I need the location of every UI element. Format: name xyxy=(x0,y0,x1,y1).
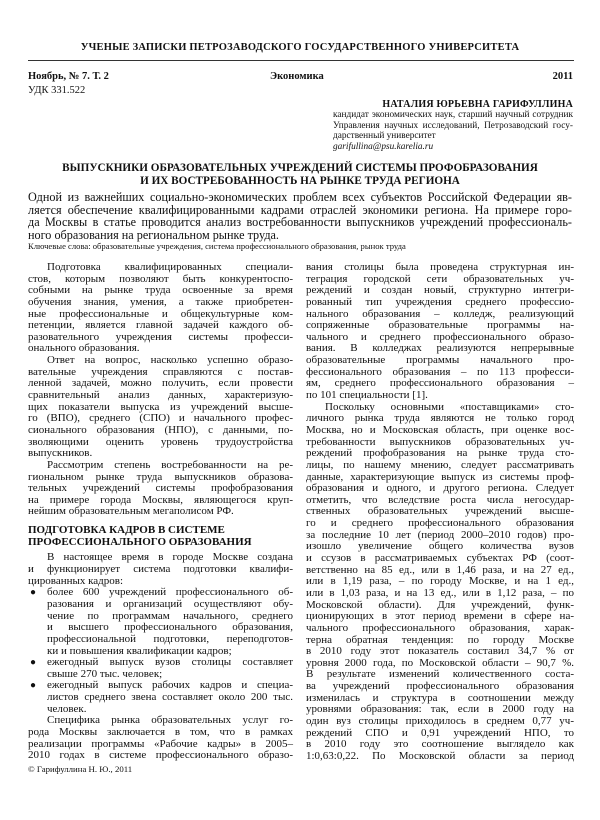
text-line: В результате изменений количественного соста- xyxy=(306,668,574,681)
bullet-item xyxy=(28,657,293,680)
text-line: ям, среднего профессионального образования – xyxy=(306,377,574,390)
text-line: чение по программам начального, среднего xyxy=(47,609,293,622)
author-email[interactable]: garifullina@psu.karelia.ru xyxy=(333,141,434,152)
text-line: Москва, но и Московская область, при оценке вос- xyxy=(306,423,574,436)
text-line: обучения знания, умения, а также приобретен- xyxy=(28,295,293,308)
text-line: Подготовка квалифицированных специали- xyxy=(47,261,293,273)
text-line: гиональном рынке труда выпускников образова- xyxy=(28,470,293,483)
text-line: чального и среднего профессионального образо- xyxy=(306,330,574,343)
text-line: уровня 2000 года, по Московской области – 90,7 %. xyxy=(306,656,574,669)
issue-year: 2011 xyxy=(552,71,573,82)
text-line: терна обратная тенденция: по городу Москве xyxy=(306,633,574,646)
text-line: В настоящее время в городе Москве создана xyxy=(47,551,293,564)
bullet-item xyxy=(28,587,293,657)
right-column xyxy=(306,262,574,763)
text-line: требованности выпускников образовательных уч- xyxy=(306,435,574,448)
text-line: Ответ на вопрос, насколько успешно образо- xyxy=(47,354,293,367)
text-line: петенции, является главной задачей каждого об- xyxy=(28,319,293,332)
text-line: Рассмотрим степень востребованности на ре- xyxy=(47,458,293,471)
heading-line: ПОДГОТОВКА КАДРОВ В СИСТЕМЕ xyxy=(28,524,225,537)
heading-line: ПРОФЕССИОНАЛЬНОГО ОБРАЗОВАНИЯ xyxy=(28,535,252,548)
text-line: за последние 10 лет (период 2000–2010 годов) про- xyxy=(306,528,574,541)
text-line: теграция городской сети образовательных уч- xyxy=(306,272,574,285)
text-line: данные, характеризующие выпуск из системы проф- xyxy=(306,470,574,483)
text-line: листов среднего звена составляет около 200 тыс. xyxy=(47,691,293,704)
text-line: разовательного учреждения системы професси- xyxy=(28,330,293,343)
text-line: профессиональной подготовки, переподготов- xyxy=(47,632,293,645)
text-line: или в 1,19 раза, – по городу Москве, и на 1 ед., xyxy=(306,575,574,588)
text-line: реждений СПО и 0,91 учреждений НПО, то xyxy=(306,726,574,739)
text-line: вания. В колледжах реализуются непрерывные xyxy=(306,342,574,355)
text-line: изошло увеличение общего количества вузов xyxy=(306,540,574,553)
journal-title: УЧЕНЫЕ ЗАПИСКИ ПЕТРОЗАВОДСКОГО ГОСУДАРСТВЕННОГО УНИВЕРСИТЕТА xyxy=(80,42,520,53)
text-line: реализации программы «Рабочие кадры» в 2005– xyxy=(28,737,293,750)
abstract-line: ного образования на региональном рынке труда. xyxy=(28,227,279,242)
author-name: НАТАЛИЯ ЮРЬЕВНА ГАРИФУЛЛИНА xyxy=(382,99,573,110)
text-line: человек. xyxy=(47,702,87,715)
paragraph xyxy=(306,402,574,763)
abstract-line: ляется обеспечение квалифицированными кадрами отраслей экономики региона. На примере горо- xyxy=(28,202,572,217)
title-line: И ИХ ВОСТРЕБОВАННОСТЬ НА РЫНКЕ ТРУДА РЕГИОНА xyxy=(140,174,460,187)
bullet-icon: ● xyxy=(30,680,37,692)
text-line: образования и одного, и другого региона. Следует xyxy=(306,482,574,495)
text-line: ленной задачей, можно получить, если провести xyxy=(28,377,293,390)
text-line: личного рынка труда являются не только город xyxy=(306,412,574,425)
text-line: в 2010 году это соотношение выглядело как xyxy=(306,738,574,751)
text-line: в 2010 году этот показатель составил 34,7 % от xyxy=(306,645,574,658)
paragraph xyxy=(28,355,293,460)
keywords: Ключевые слова: образовательные учреждения, система профессионального образования, рынок труда xyxy=(28,241,406,251)
text-line: 1:0,63:0,22. По Московской области за период xyxy=(306,749,574,762)
text-line: или в 1,03 раза, и на 13 ед., или в 1,12 раза, – по xyxy=(306,586,574,599)
text-line: изменилась и структура в соотношении между xyxy=(306,691,574,704)
text-line: ветственно на 85 ед., или в 1,46 раза, и на 27 ед., xyxy=(306,563,574,576)
text-line: реждений профобразования на рынке труда сто- xyxy=(306,447,574,460)
text-line: нейшим образовательным мегаполисом РФ. xyxy=(28,505,234,518)
affiliation-line: Управления научных исследований, Петрозаводский госу- xyxy=(333,120,573,131)
abstract-line: да Москвы в статье проводится анализ востребованности выпускников учреждений профессиональ- xyxy=(28,215,572,230)
text-line: и ссузов в рассматриваемых субъектах РФ (соот- xyxy=(306,552,574,565)
article-title xyxy=(0,162,600,187)
text-line: тельных учреждений системы профобразования xyxy=(28,482,293,495)
left-column xyxy=(28,262,293,762)
title-line: ВЫПУСКНИКИ ОБРАЗОВАТЕЛЬНЫХ УЧРЕЖДЕНИЙ СИСТЕМЫ ПРОФОБРАЗОВАНИЯ xyxy=(62,162,538,174)
abstract-line: Одной из важнейших социально-экономических проблем всех субъектов Российской Федерации яв- xyxy=(28,190,572,204)
header-rule xyxy=(28,60,574,61)
text-line: более 600 учреждений профессионального об- xyxy=(47,586,293,599)
text-line: ственных образовательных учреждений высше- xyxy=(306,505,574,518)
text-line: сионального образования (НПО), с данными, по- xyxy=(28,423,293,436)
text-line: уровнями образования: так, если в 2000 году на xyxy=(306,703,574,716)
text-line: чального профессионального образования, харак- xyxy=(306,621,574,634)
text-line: один вуз столицы приходилось в среднем 0,77 уч- xyxy=(306,714,574,727)
text-line: цированных кадров: xyxy=(28,574,124,587)
text-line: зволяющими оценить уровень трудоустройства xyxy=(28,435,293,448)
bullet-icon: ● xyxy=(30,657,37,669)
author-affiliation xyxy=(333,110,573,152)
text-line: щих показатели выпуска из учреждений высше- xyxy=(28,400,293,413)
text-line: вания столицы была проведена структурная ин- xyxy=(306,261,574,273)
paragraph xyxy=(306,262,574,402)
text-line: ежегодный выпуск вузов столицы составляет xyxy=(47,656,293,669)
text-line: образовательные программы начального про- xyxy=(306,354,574,367)
section-heading xyxy=(28,525,293,548)
text-line: и функционирует система подготовки квалифи- xyxy=(28,563,293,576)
paragraph xyxy=(28,552,293,587)
text-line: по 101 специальности [1]. xyxy=(306,389,428,402)
text-line: онального образования. xyxy=(28,342,140,355)
abstract xyxy=(28,191,572,241)
affiliation-line: дарственный университет xyxy=(333,131,436,142)
text-line: Специфика рынка образовательных услуг го- xyxy=(47,714,293,727)
text-line: го и среднего профессионального образования xyxy=(306,517,574,530)
copyright: © Гарифуллина Н. Ю., 2011 xyxy=(28,764,133,774)
paragraph xyxy=(28,460,293,518)
text-line: ки и повышения квалификации кадров; xyxy=(47,644,232,657)
text-line: собными на рынке труда освоенные за время xyxy=(28,284,293,297)
text-line: выпускников. xyxy=(28,447,93,460)
text-line: ные профессиональные и общекультурные ком- xyxy=(28,307,293,320)
text-line: рованный тип учреждения среднего профессио- xyxy=(306,295,574,308)
text-line: лицы, по нашему мнению, следует рассматривать xyxy=(306,458,574,471)
text-line: разования и организаций осуществляют обу- xyxy=(47,597,293,610)
bullet-item xyxy=(28,680,293,715)
text-line: нального образования – колледж, реализующий xyxy=(306,307,574,320)
text-line: фессионального образования – по 113 професси- xyxy=(306,365,574,378)
affiliation-line: кандидат экономических наук, старший научный сотрудник xyxy=(333,110,573,120)
section-name: Экономика xyxy=(270,71,324,82)
text-line: ционирующих в этот период времени в сфере на- xyxy=(306,610,574,623)
text-line: сопряженные образовательные программы на- xyxy=(306,319,574,332)
text-line: сравнительный анализ данных, характеризую- xyxy=(28,389,293,402)
paragraph xyxy=(28,715,293,762)
bullet-icon: ● xyxy=(30,587,37,599)
text-line: Московской области). Для учреждений, функ- xyxy=(306,598,574,611)
text-line: рода Москвы заключается в том, что в рамках xyxy=(28,725,293,738)
text-line: и высшего профессионального образования, xyxy=(47,621,293,634)
text-line: ва учреждений профессионального образования xyxy=(306,680,574,693)
text-line: Поскольку основными «поставщиками» сто- xyxy=(325,400,574,413)
text-line: го (ВПО), среднего (СПО) и начального профес- xyxy=(28,412,293,425)
text-line: ежегодный выпуск рабочих кадров и специа- xyxy=(47,679,293,692)
text-line: стов, которым позволяют быть конкурентоспо- xyxy=(28,272,293,285)
paragraph xyxy=(28,262,293,355)
text-line: на примере города Москвы, являющегося круп- xyxy=(28,493,293,506)
text-line: 2010 годах в системе профессионального образо- xyxy=(28,749,293,762)
text-line: отметить, что вследствие роста числа негосудар- xyxy=(306,493,574,506)
text-line: реждений и создан новый, структурно интегри- xyxy=(306,284,574,297)
issue-info: Ноябрь, № 7. Т. 2 xyxy=(28,71,109,82)
text-line: свыше 270 тыс. человек; xyxy=(47,667,163,680)
text-line: вательные учреждения справляются с постав- xyxy=(28,365,293,378)
udk-code: УДК 331.522 xyxy=(28,85,86,96)
